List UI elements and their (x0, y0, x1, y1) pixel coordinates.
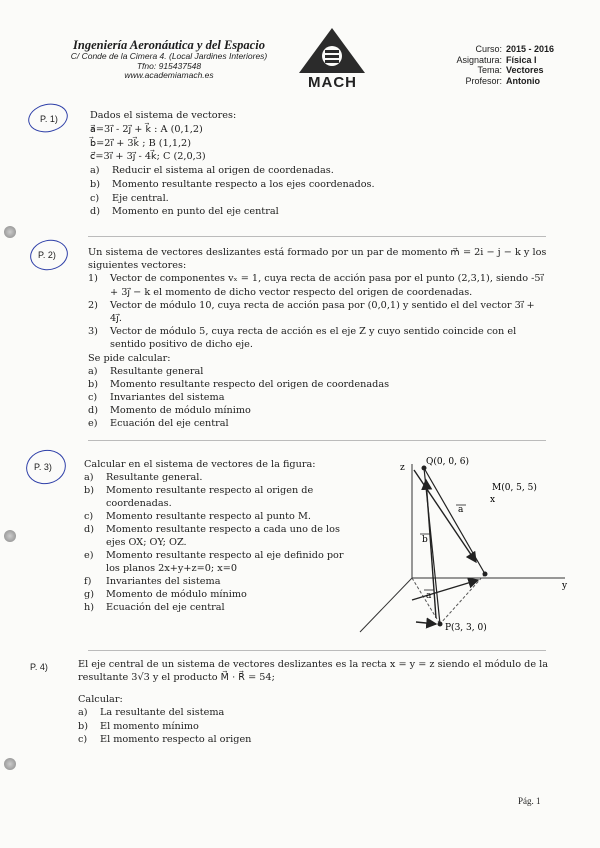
p1-item (90, 164, 510, 178)
binder-hole (4, 530, 16, 542)
vec-b-label: b (422, 535, 428, 545)
p2-block (88, 246, 548, 431)
p2-item-label: e) (88, 418, 98, 430)
p2-item-label: a) (88, 365, 98, 377)
meta-value-subject: Física I (506, 54, 537, 65)
school-phone: Tfno: 915437548 (136, 60, 202, 71)
p3-item-text: Momento resultante respecto al punto M. (106, 511, 311, 522)
p4-item-label: a) (78, 707, 88, 719)
p3-item-text: Resultante general. (106, 472, 203, 483)
p2-item (88, 404, 548, 417)
p3-item (84, 601, 356, 614)
p2-item-text: Momento de módulo mínimo (110, 405, 251, 417)
p1-item-text: Momento en punto del eje central (112, 206, 279, 218)
p2-item (88, 365, 548, 378)
p4-item (78, 706, 548, 719)
p1-item-label: b) (90, 178, 100, 190)
meta-key-topic: Tema: (477, 65, 502, 76)
p2-ask: Se pide calcular: (88, 352, 171, 364)
p2-vector-label: 2) (88, 299, 98, 311)
p1-vector-a: a⃗=3i⃗ - 2j⃗ + k⃗ : A (0,1,2) (90, 123, 203, 135)
p2-vector (88, 325, 548, 351)
p1-item (90, 205, 510, 219)
p3-item-text: Invariantes del sistema (106, 576, 221, 587)
school-name: Ingeniería Aeronáutica y del Espacio (73, 38, 265, 52)
meta-key-teacher: Profesor: (465, 75, 502, 86)
point-p (438, 622, 443, 627)
p3-item (84, 588, 356, 601)
meta-value-topic: Vectores (506, 65, 544, 76)
separator (88, 650, 546, 651)
z-axis-label: z (400, 463, 405, 473)
p3-item-label: b) (84, 485, 94, 496)
p3-item-label: e) (84, 550, 94, 561)
p3-item (84, 523, 356, 549)
meta-key-course: Curso: (475, 44, 502, 54)
binder-hole (4, 226, 16, 238)
p2-item-label: c) (88, 392, 98, 404)
p3-item-label: c) (84, 511, 94, 522)
school-header (44, 38, 294, 81)
course-meta (440, 44, 554, 86)
p4-item-label: c) (78, 733, 88, 745)
x-label: x (490, 495, 496, 505)
page-number: Pág. 1 (518, 796, 541, 806)
p3-item (84, 549, 356, 575)
p2-item (88, 391, 548, 404)
p3-item-text: Momento resultante respecto a cada uno de los ejes OX; OY; OZ. (106, 524, 340, 548)
p3-item-label: h) (84, 602, 95, 613)
p1-item-label: d) (90, 206, 100, 218)
p3-item (84, 575, 356, 588)
p1-item-text: Reducir el sistema al origen de coordenadas. (112, 165, 334, 177)
p2-vector-label: 1) (88, 273, 98, 285)
p1-intro: Dados el sistema de vectores: (90, 110, 237, 121)
p2-item (88, 417, 548, 430)
p2-intro: Un sistema de vectores deslizantes está formado por un par de momento m⃗ = 2i − j − k y los siguientes vectores: (88, 247, 547, 272)
meta-key-subject: Asignatura: (456, 54, 502, 65)
meta-value-course: 2015 - 2016 (506, 44, 555, 54)
p3-item-label: g) (84, 589, 94, 600)
p3-block (84, 458, 356, 614)
point-m (483, 572, 488, 577)
p4-item-text: El momento respecto al origen (100, 733, 252, 745)
p2-label: P. 2) (38, 250, 56, 260)
vec-a-bottom-label: a (426, 591, 432, 601)
p2-item-text: Momento resultante respecto del origen de coordenadas (110, 378, 390, 390)
p3-item-label: a) (84, 472, 94, 483)
p4-item-text: La resultante del sistema (100, 707, 225, 719)
p4-ask: Calcular: (78, 693, 123, 705)
p3-item (84, 471, 356, 484)
p2-item-text: Resultante general (110, 365, 204, 377)
p4-label: P. 4) (30, 662, 48, 672)
p3-item (84, 484, 356, 510)
p4-item-label: b) (78, 720, 88, 732)
p3-label: P. 3) (34, 462, 52, 472)
p4-item (78, 733, 548, 746)
p1-item (90, 192, 510, 206)
p1-item-label: c) (90, 192, 100, 204)
p1-item (90, 178, 510, 192)
binder-hole (4, 758, 16, 770)
mach-logo (295, 26, 370, 94)
p2-item-label: d) (88, 405, 98, 417)
p4-item-text: El momento mínimo (100, 720, 199, 732)
p2-item-label: b) (88, 378, 98, 390)
p1-label: P. 1) (40, 114, 58, 124)
p2-vector (88, 299, 548, 325)
p3-item-text: Momento de módulo mínimo (106, 589, 247, 600)
p2-vector-label: 3) (88, 326, 98, 338)
p3-item (84, 510, 356, 523)
x-axis (360, 578, 412, 632)
p1-item-text: Eje central. (112, 192, 169, 204)
p1-block (90, 109, 510, 219)
p1-vector-b: b⃗=2i⃗ + 3k⃗ ; B (1,1,2) (90, 137, 191, 149)
p1-item-text: Momento resultante respecto a los ejes coordenados. (112, 178, 375, 190)
p2-vector-text: Vector de módulo 5, cuya recta de acción es el eje Z y cuyo sentido coincide con el sentido positivo de dicho eje. (110, 326, 517, 351)
p2-vector-text: Vector de componentes vₓ = 1, cuya recta de acción pasa por el punto (2,3,1), siendo -5i⃗ + 3j⃗ − k el momento de dicho vector respecto del origen de coordenadas. (110, 273, 544, 298)
vector-a-bottom (412, 580, 478, 600)
vector-a-top (414, 470, 476, 562)
vector-figure (350, 450, 580, 645)
y-axis-label: y (562, 581, 568, 591)
p4-intro: El eje central de un sistema de vectores deslizantes es la recta x = y = z siendo el módulo de la resultante 3√3 y el producto M⃗ · R⃗ = 54; (78, 659, 549, 684)
separator (88, 440, 546, 441)
point-p-label: P(3, 3, 0) (445, 623, 487, 633)
point-q-label: Q(0, 0, 6) (426, 457, 470, 467)
p2-item-text: Invariantes del sistema (110, 392, 225, 404)
logo-text: MACH (308, 74, 357, 91)
school-web: www.academiamach.es (124, 70, 214, 81)
vector-to-p (416, 622, 436, 624)
p3-item-text: Ecuación del eje central (106, 602, 225, 613)
dashed-line (440, 574, 485, 624)
separator (88, 236, 546, 237)
p2-vector (88, 272, 548, 298)
p3-item-label: f) (84, 576, 92, 587)
vec-a-top-label: a (458, 505, 464, 515)
p1-vector-c: c⃗=3i⃗ + 3j⃗ - 4k⃗; C (2,0,3) (90, 151, 206, 163)
p3-intro: Calcular en el sistema de vectores de la figura: (84, 459, 316, 470)
p4-block (78, 658, 548, 746)
p2-item (88, 378, 548, 391)
meta-value-teacher: Antonio (506, 75, 540, 86)
p2-vector-text: Vector de módulo 10, cuya recta de acción pasa por (0,0,1) y sentido el del vector 3i⃗ + 4j⃗. (110, 299, 535, 324)
p3-item-label: d) (84, 524, 94, 535)
p3-item-text: Momento resultante respecto al origen de coordenadas. (106, 485, 314, 509)
point-m-label: M(0, 5, 5) (492, 483, 537, 493)
p1-item-label: a) (90, 165, 100, 177)
p2-item-text: Ecuación del eje central (110, 418, 229, 430)
p3-item-text: Momento resultante respecto al eje definido por los planos 2x+y+z=0; x=0 (106, 550, 344, 574)
school-address: C/ Conde de la Cimera 4. (Local Jardines Interiores) (70, 51, 268, 61)
p4-item (78, 720, 548, 733)
